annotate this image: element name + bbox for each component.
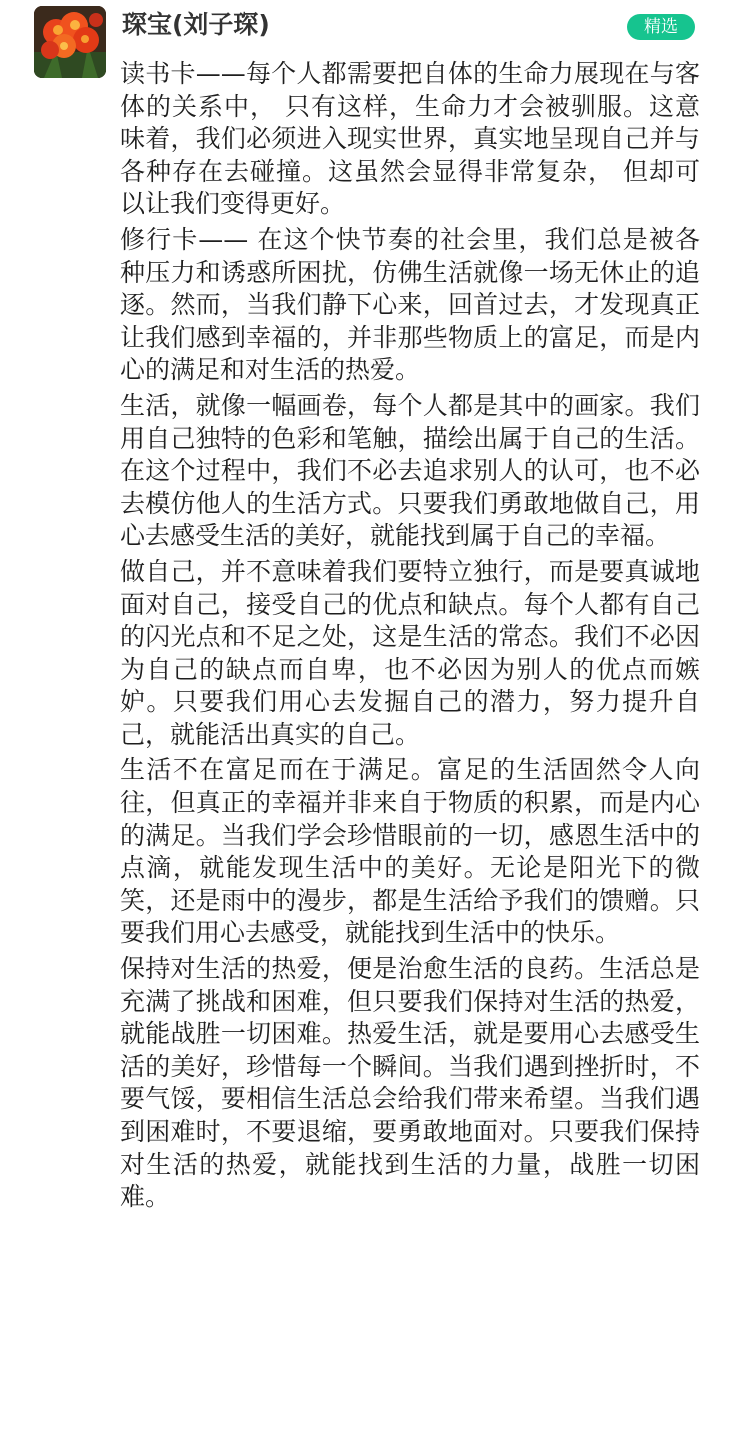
featured-badge: 精选 bbox=[627, 14, 695, 40]
flower-avatar-icon bbox=[34, 6, 106, 78]
paragraph-be-yourself: 做自己，并不意味着我们要特立独行，而是要真诚地面对自己，接受自己的优点和缺点。每个人都有自己的闪光点和不足之处，这是生活的常态。我们不必因为自己的缺点而自卑，也不必因为别人的优点而嫉妒。只要我们用心去发掘自己的潜力，努力提升自己，就能活出真实的自己。 bbox=[120, 556, 700, 749]
paragraph-contentment: 生活不在富足而在于满足。富足的生活固然令人向往，但真正的幸福并非来自于物质的积累，而是内心的满足。当我们学会珍惜眼前的一切，感恩生活中的点滴，就能发现生活中的美好。无论是阳光下的微笑，还是雨中的漫步，都是生活给予我们的馈赠。只要我们用心去感受，就能找到生活中的快乐。 bbox=[120, 755, 700, 948]
author-name[interactable]: 琛宝(刘子琛) bbox=[122, 10, 270, 39]
post-content bbox=[120, 58, 700, 1214]
paragraph-love-life: 保持对生活的热爱，便是治愈生活的良药。生活总是充满了挑战和困难，但只要我们保持对生活的热爱，就能战胜一切困难。热爱生活，就是要用心去感受生活的美好，珍惜每一个瞬间。当我们遇到挫折时，不要气馁，要相信生活总会给我们带来希望。当我们遇到困难时，不要退缩，要勇敢地面对。只要我们保持对生活的热爱，就能找到生活的力量，战胜一切困难。 bbox=[120, 954, 700, 1212]
paragraph-life-painting: 生活，就像一幅画卷，每个人都是其中的画家。我们用自己独特的色彩和笔触，描绘出属于自己的生活。在这个过程中，我们不必去追求别人的认可，也不必去模仿他人的生活方式。只要我们勇敢地做自己，用心去感受生活的美好，就能找到属于自己的幸福。 bbox=[120, 390, 700, 551]
avatar[interactable] bbox=[34, 6, 106, 78]
paragraph-practice-card: 修行卡—— 在这个快节奏的社会里，我们总是被各种压力和诱惑所困扰，仿佛生活就像一场无休止的追逐。然而，当我们静下心来，回首过去，才发现真正让我们感到幸福的，并非那些物质上的富足，而是内心的满足和对生活的热爱。 bbox=[120, 224, 700, 385]
paragraph-reading-card: 读书卡——每个人都需要把自体的生命力展现在与客体的关系中， 只有这样，生命力才会被驯服。这意味着，我们必须进入现实世界，真实地呈现自己并与各种存在去碰撞。这虽然会显得非常复杂， 但却可以让我们变得更好。 bbox=[120, 59, 700, 219]
